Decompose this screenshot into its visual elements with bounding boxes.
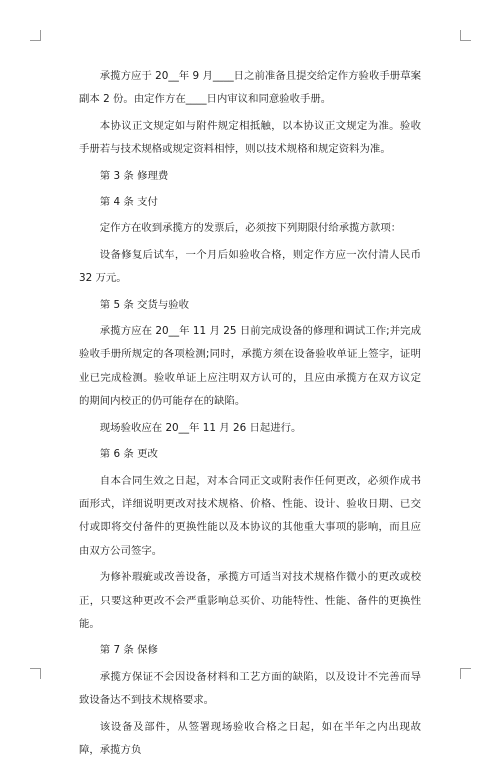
paragraph: 承揽方应于 20__年 9 月____日之前准备且提交给定作方验收手册草案副本 2 份。由定作方在____日内审议和同意验收手册。 <box>79 70 421 106</box>
section-heading: 第 7 条 保修 <box>99 644 158 657</box>
paragraph: 现场验收应在 20__年 11 月 26 日起进行。 <box>99 421 302 434</box>
crop-mark-top-left <box>30 30 41 41</box>
document-body <box>79 65 421 762</box>
crop-mark-top-right <box>460 30 471 41</box>
paragraph: 本协议正文规定如与附件规定相抵触，以本协议正文规定为准。验收手册若与技术规格或规定资料相悖，则以技术规格和规定资料为准。 <box>79 119 421 156</box>
section-heading: 第 4 条 支付 <box>99 196 158 209</box>
section-heading: 第 5 条 交货与验收 <box>99 298 190 311</box>
paragraph: 为修补瑕疵或改善设备，承揽方可适当对技术规格作微小的更改或校正，只要这种更改不会严重影响总买价、功能特性、性能、备件的更换性能。 <box>79 571 421 630</box>
paragraph: 设备修复后试车，一个月后如验收合格，则定作方应一次付清人民币 32 万元。 <box>79 248 421 285</box>
paragraph: 自本合同生效之日起，对本合同正文或附表作任何更改，必须作成书面形式，详细说明更改对技术规格、价格、性能、设计、验收日期、已交付或即将交付备件的更换性能以及本协议的其他重大事项的影响，而且应由双方公司签字。 <box>79 474 421 557</box>
paragraph: 承揽方保证不会因设备材料和工艺方面的缺陷，以及设计不完善而导致设备达不到技术规格要求。 <box>79 670 421 707</box>
crop-mark-bottom-left <box>30 668 41 679</box>
paragraph: 定作方在收到承揽方的发票后，必须按下列期限付给承揽方款项： <box>99 222 402 235</box>
paragraph: 该设备及部件，从签署现场验收合格之日起，如在半年之内出现故障，承揽方负 <box>79 720 421 756</box>
paragraph: 承揽方应在 20__年 11 月 25 日前完成设备的修理和调试工作;并完成验收手册所规定的各项检测;同时，承揽方须在设备验收单证上签字，证明业已完成检测。验收单证上应注明双方认可的，且应由承揽方在双方议定的期间内校正的仍可能存在的缺陷。 <box>79 325 421 408</box>
section-heading: 第 3 条 修理费 <box>99 169 169 182</box>
crop-mark-bottom-right <box>460 668 471 679</box>
section-heading: 第 6 条 更改 <box>99 448 158 461</box>
